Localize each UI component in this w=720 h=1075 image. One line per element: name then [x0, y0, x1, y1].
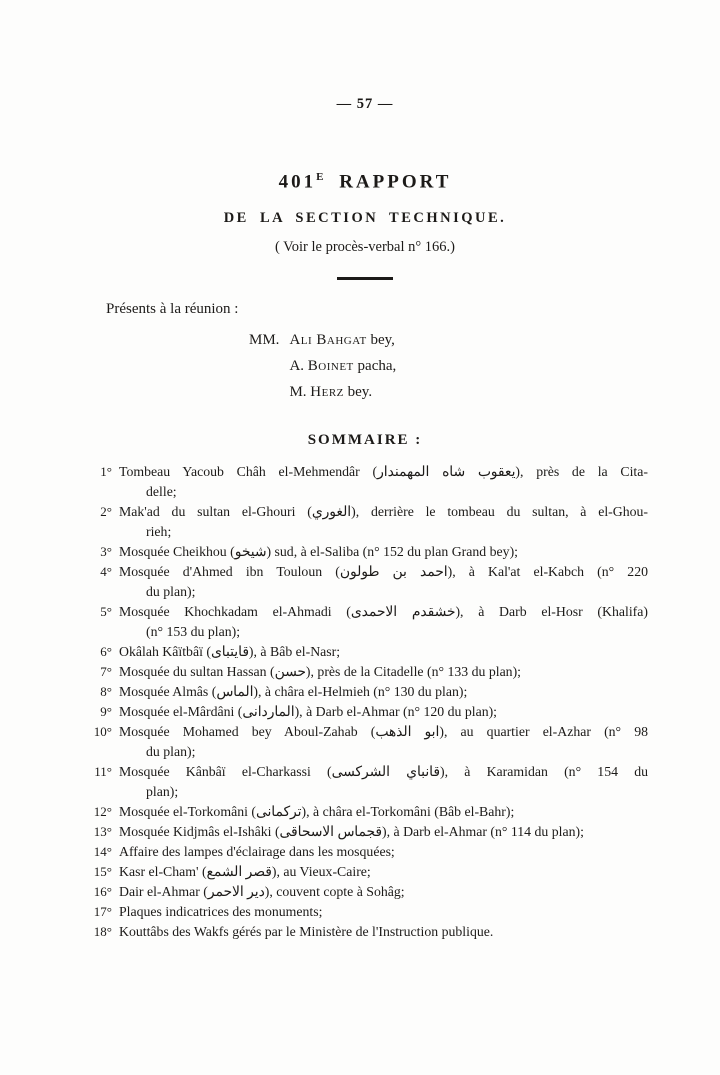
item-text-line: Mosquée el-Torkomâni (تركمانى), à châra el-Torkomâni (Bâb el-Bahr); — [119, 804, 515, 820]
item-number: 18° — [93, 924, 112, 940]
item-number: 16° — [93, 884, 112, 900]
sommaire-item-7 — [82, 662, 648, 682]
sommaire-item-4 — [82, 562, 648, 602]
item-text-line: plan); — [146, 784, 179, 800]
attendee-names — [289, 327, 396, 405]
sommaire-item-13 — [82, 822, 648, 842]
item-number: 11° — [94, 764, 112, 780]
sommaire-item-11 — [82, 762, 648, 802]
reference-note: ( Voir le procès-verbal n° 166.) — [274, 239, 456, 256]
item-text-line: du plan); — [146, 584, 196, 600]
sommaire-item-17 — [82, 902, 648, 922]
item-number: 1° — [100, 464, 112, 480]
item-text-line: Okâlah Kâïtbâï (قايتباى), à Bâb el-Nasr; — [119, 644, 341, 660]
item-text-line: Affaire des lampes d'éclairage dans les mosquées; — [119, 844, 395, 860]
sommaire-item-9 — [82, 702, 648, 722]
sommaire-item-1 — [82, 462, 648, 502]
sommaire-item-15 — [82, 862, 648, 882]
section-subtitle: DE LA SECTION TECHNIQUE. — [223, 210, 507, 227]
item-number: 2° — [100, 504, 112, 520]
item-text-line: Kasr el-Cham' (قصر الشمع), au Vieux-Caire; — [119, 864, 371, 880]
item-text-line: du plan); — [146, 744, 196, 760]
sommaire-item-12 — [82, 802, 648, 822]
sommaire-item-16 — [82, 882, 648, 902]
sommaire-item-6 — [82, 642, 648, 662]
sommaire-item-8 — [82, 682, 648, 702]
item-text-line: Mak'ad du sultan el-Ghouri (الغوري), derrière le tombeau du sultan, à el-Ghou- — [119, 504, 648, 520]
item-text-line: Mosquée Mohamed bey Aboul-Zahab (ابو الذهب), au quartier el-Azhar (n° 98 — [119, 724, 648, 740]
item-number: 6° — [100, 644, 112, 660]
item-text-line: Mosquée Khochkadam el-Ahmadi (خشقدم الاحمدى), à Darb el-Hosr (Khalifa) — [119, 604, 648, 620]
item-text-line: Mosquée Kidjmâs el-Ishâki (قجماس الاسحاقى), à Darb el-Ahmar (n° 114 du plan); — [119, 824, 584, 840]
item-number: 9° — [100, 704, 112, 720]
item-number: 8° — [100, 684, 112, 700]
item-text-line: Kouttâbs des Wakfs gérés par le Ministère de l'Instruction publique. — [119, 924, 494, 940]
item-number: 5° — [100, 604, 112, 620]
divider-rule — [337, 277, 393, 280]
page-number: — 57 — — [336, 96, 394, 112]
attendee-row: Ali Bahgat bey, — [289, 332, 395, 349]
attendance-intro: Présents à la réunion : — [106, 301, 239, 318]
attendee-name: Herz — [310, 384, 344, 401]
report-title-word: RAPPORT — [323, 171, 452, 193]
report-number: 401 — [278, 171, 317, 193]
item-text-line: Tombeau Yacoub Châh el-Mehmendâr (يعقوب شاه المهمندار), près de la Cita- — [119, 464, 648, 480]
item-number: 15° — [93, 864, 112, 880]
item-text-line: rieh; — [146, 524, 172, 540]
item-number: 4° — [100, 564, 112, 580]
item-number: 12° — [93, 804, 112, 820]
attendee-row: M. Herz bey. — [289, 384, 373, 401]
item-text-line: Plaques indicatrices des monuments; — [119, 904, 323, 920]
sommaire-item-2 — [82, 502, 648, 542]
attendee-list — [82, 327, 648, 405]
sommaire-list — [82, 462, 648, 942]
report-title — [82, 171, 648, 193]
attendee-name: Boinet — [307, 358, 354, 375]
item-text-line: Mosquée du sultan Hassan (حسن), près de la Citadelle (n° 133 du plan); — [119, 664, 522, 680]
sommaire-item-18 — [82, 922, 648, 942]
item-number: 17° — [93, 904, 112, 920]
item-text-line: Mosquée Cheikhou (شيخو) sud, à el-Saliba (n° 152 du plan Grand bey); — [119, 544, 518, 560]
item-number: 7° — [100, 664, 112, 680]
item-text-line: Dair el-Ahmar (دير الاحمر), couvent copte à Sohâg; — [119, 884, 405, 900]
sommaire-item-10 — [82, 722, 648, 762]
item-text-line: Mosquée Almâs (الماس), à châra el-Helmieh (n° 130 du plan); — [119, 684, 468, 700]
item-text-line: Mosquée d'Ahmed ibn Touloun (احمد بن طولون), à Kal'at el-Kabch (n° 220 — [119, 564, 648, 580]
sommaire-heading: SOMMAIRE : — [307, 432, 423, 449]
page-content — [82, 0, 648, 942]
attendee-row: A. Boinet pacha, — [289, 358, 397, 375]
item-number: 10° — [93, 724, 112, 740]
item-number: 14° — [93, 844, 112, 860]
item-number: 13° — [93, 824, 112, 840]
sommaire-item-14 — [82, 842, 648, 862]
item-text-line: delle; — [146, 484, 177, 500]
attendee-name: Ali Bahgat — [289, 332, 367, 349]
attendee-prefix: MM. — [249, 332, 280, 349]
sommaire-item-5 — [82, 602, 648, 642]
sommaire-item-3 — [82, 542, 648, 562]
report-number-ordinal: E — [316, 171, 324, 183]
item-number: 3° — [100, 544, 112, 560]
item-text-line: Mosquée el-Mârdâni (الماردانى), à Darb el-Ahmar (n° 120 du plan); — [119, 704, 498, 720]
item-text-line: Mosquée Kânbâï el-Charkassi (قانباي الشركسى), à Karamidan (n° 154 du — [119, 764, 649, 780]
item-text-line: (n° 153 du plan); — [146, 624, 241, 640]
